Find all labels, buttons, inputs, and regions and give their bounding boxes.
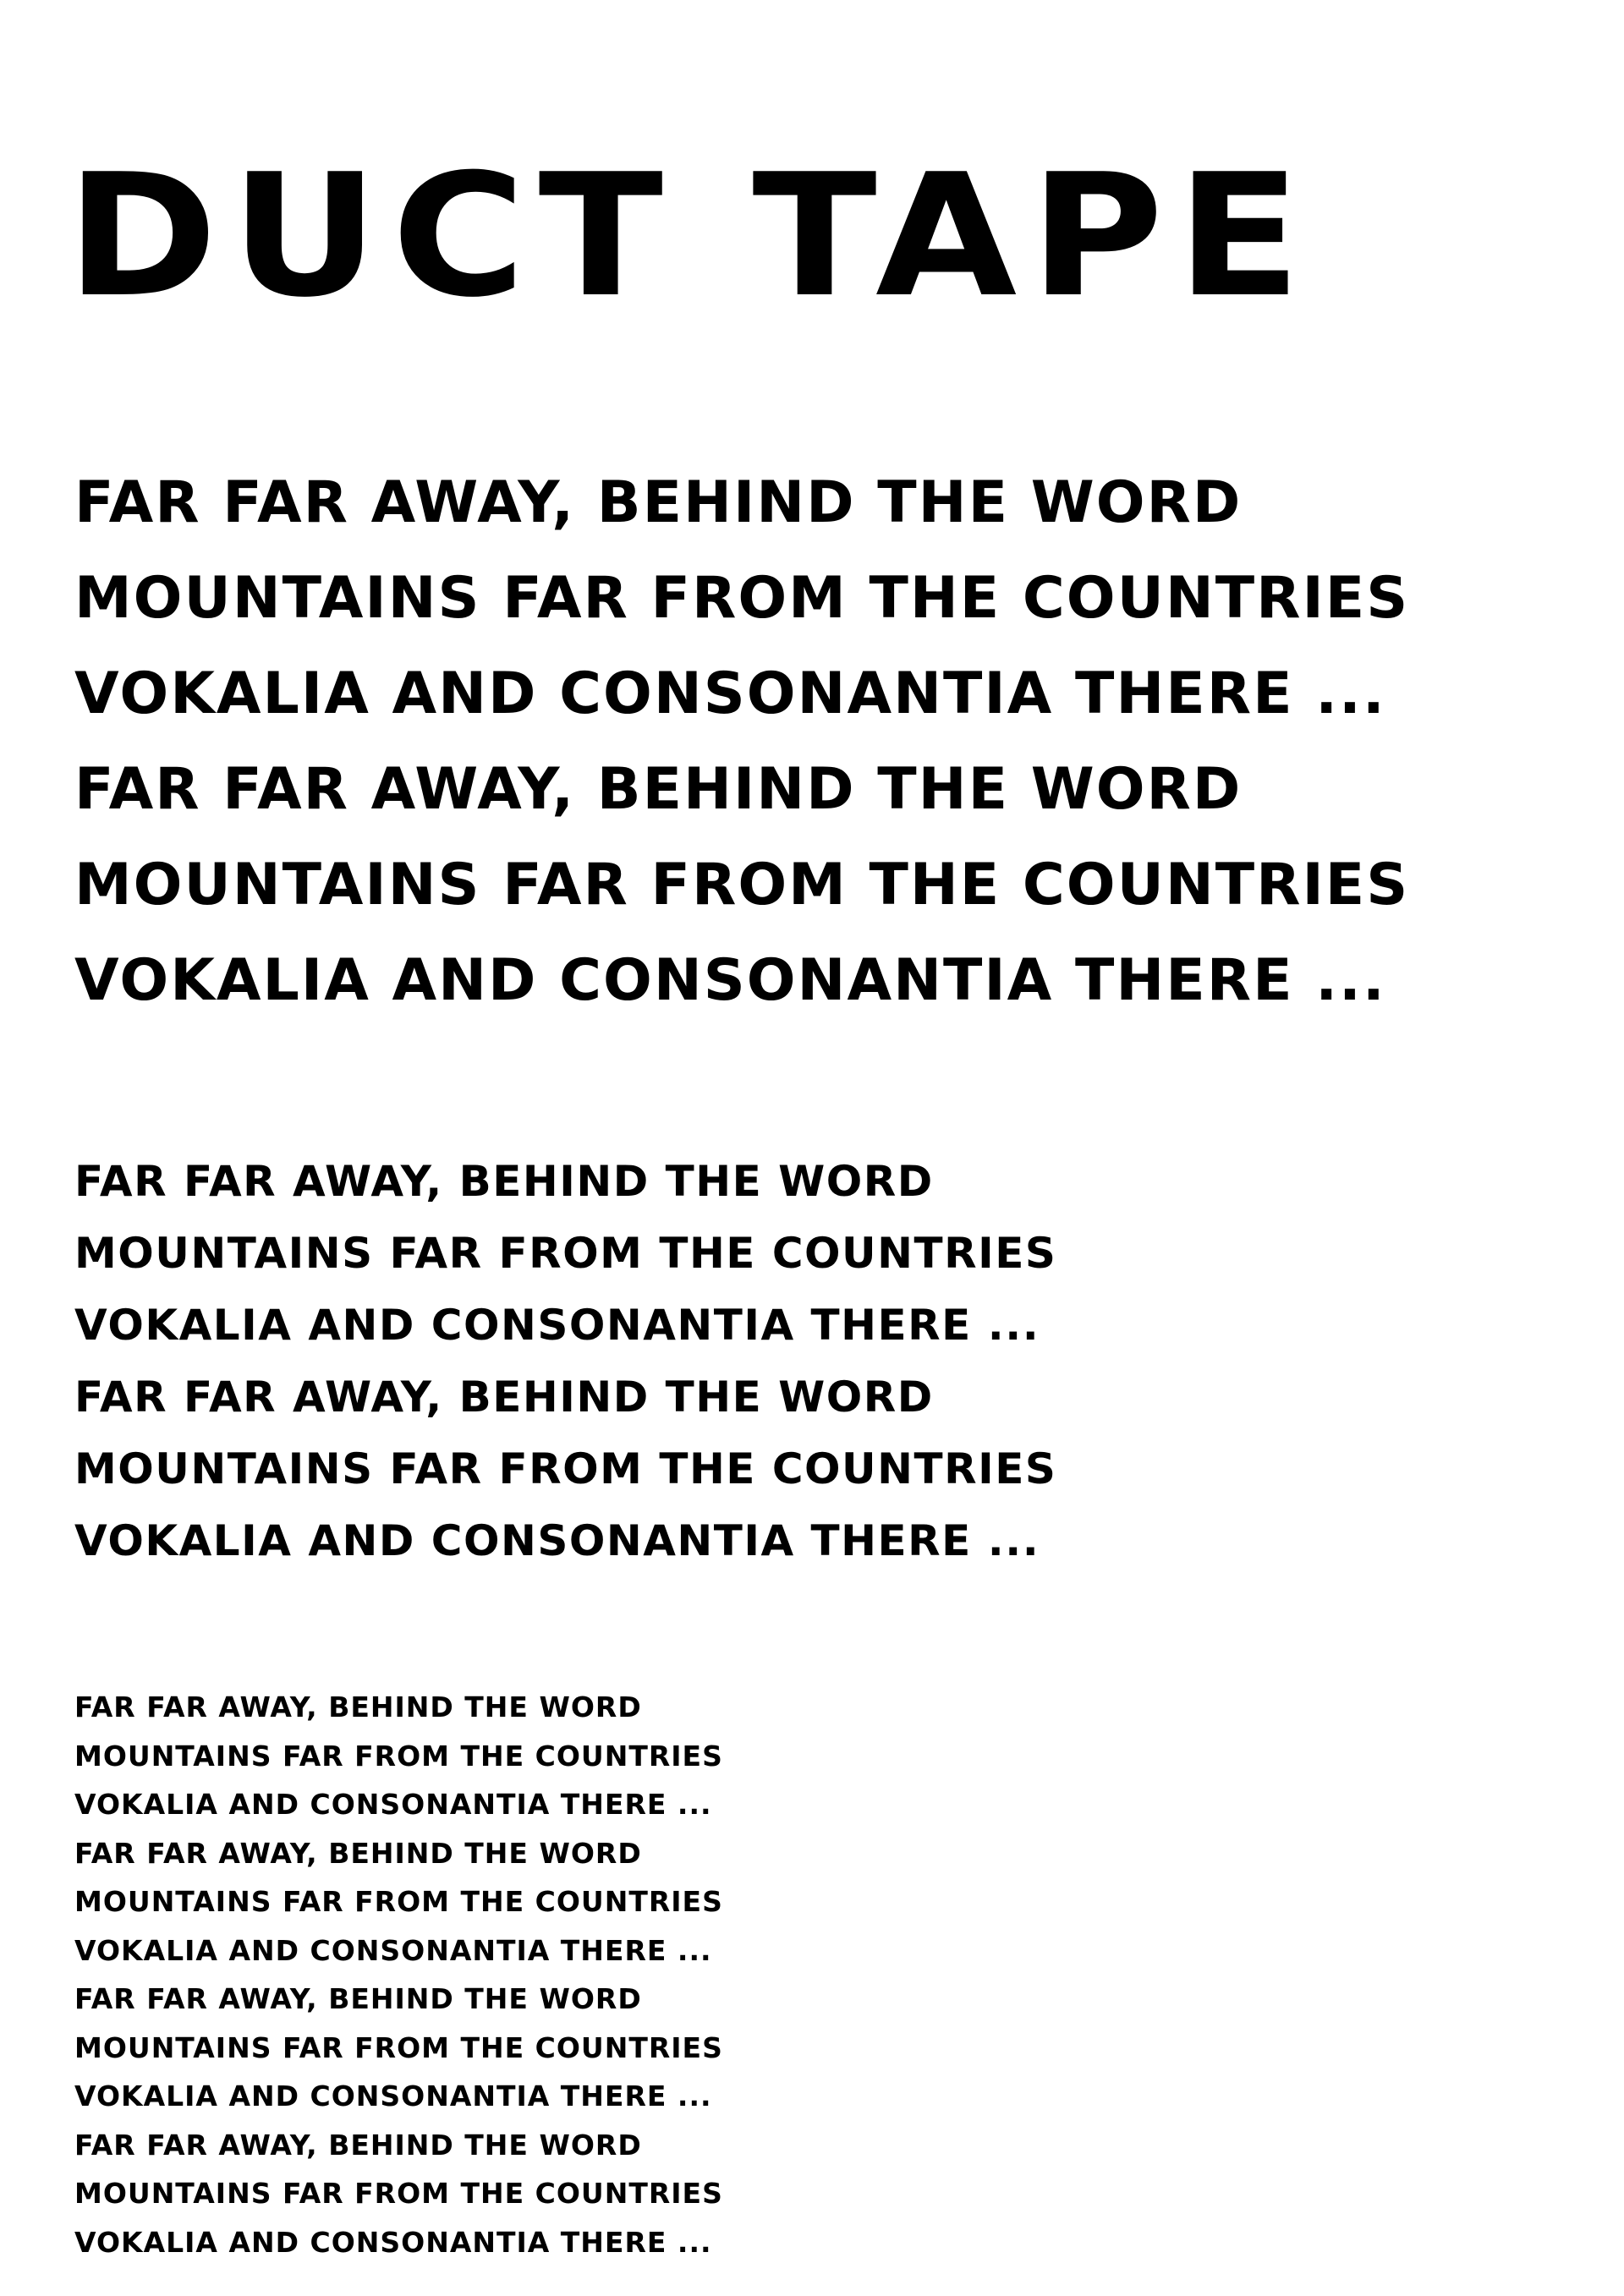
sample-line: FAR FAR AWAY, BEHIND THE WORD xyxy=(74,2128,642,2162)
sample-line: MOUNTAINS FAR FROM THE COUNTRIES xyxy=(74,852,1410,918)
sample-text-large xyxy=(74,455,1409,1028)
sample-line: MOUNTAINS FAR FROM THE COUNTRIES xyxy=(74,2177,723,2210)
sample-text-medium xyxy=(74,1146,1056,1577)
sample-line: FAR FAR AWAY, BEHIND THE WORD xyxy=(74,756,1243,823)
sample-line: MOUNTAINS FAR FROM THE COUNTRIES xyxy=(74,1444,1057,1493)
sample-line: VOKALIA AND CONSONANTIA THERE ... xyxy=(74,660,1386,727)
sample-line: VOKALIA AND CONSONANTIA THERE ... xyxy=(74,1516,1040,1565)
sample-line: VOKALIA AND CONSONANTIA THERE ... xyxy=(74,1301,1040,1350)
sample-line: MOUNTAINS FAR FROM THE COUNTRIES xyxy=(74,1885,723,1918)
sample-line: VOKALIA AND CONSONANTIA THERE ... xyxy=(74,1933,712,1967)
sample-line: FAR FAR AWAY, BEHIND THE WORD xyxy=(74,1836,642,1870)
sample-line: FAR FAR AWAY, BEHIND THE WORD xyxy=(74,469,1243,536)
sample-line: VOKALIA AND CONSONANTIA THERE ... xyxy=(74,2225,712,2259)
sample-line: MOUNTAINS FAR FROM THE COUNTRIES xyxy=(74,1229,1057,1278)
sample-line: MOUNTAINS FAR FROM THE COUNTRIES xyxy=(74,2030,723,2064)
sample-line: FAR FAR AWAY, BEHIND THE WORD xyxy=(74,1373,934,1422)
sample-text-small xyxy=(74,1683,723,2266)
font-name-title: DUCT TAPE xyxy=(66,138,1314,335)
sample-line: MOUNTAINS FAR FROM THE COUNTRIES xyxy=(74,1739,723,1773)
sample-line: FAR FAR AWAY, BEHIND THE WORD xyxy=(74,1982,642,2015)
sample-line: MOUNTAINS FAR FROM THE COUNTRIES xyxy=(74,565,1410,632)
sample-line: VOKALIA AND CONSONANTIA THERE ... xyxy=(74,947,1386,1014)
sample-line: VOKALIA AND CONSONANTIA THERE ... xyxy=(74,1788,712,1821)
sample-line: FAR FAR AWAY, BEHIND THE WORD xyxy=(74,1157,934,1206)
sample-line: FAR FAR AWAY, BEHIND THE WORD xyxy=(74,1690,642,1723)
sample-line: VOKALIA AND CONSONANTIA THERE ... xyxy=(74,2080,712,2112)
